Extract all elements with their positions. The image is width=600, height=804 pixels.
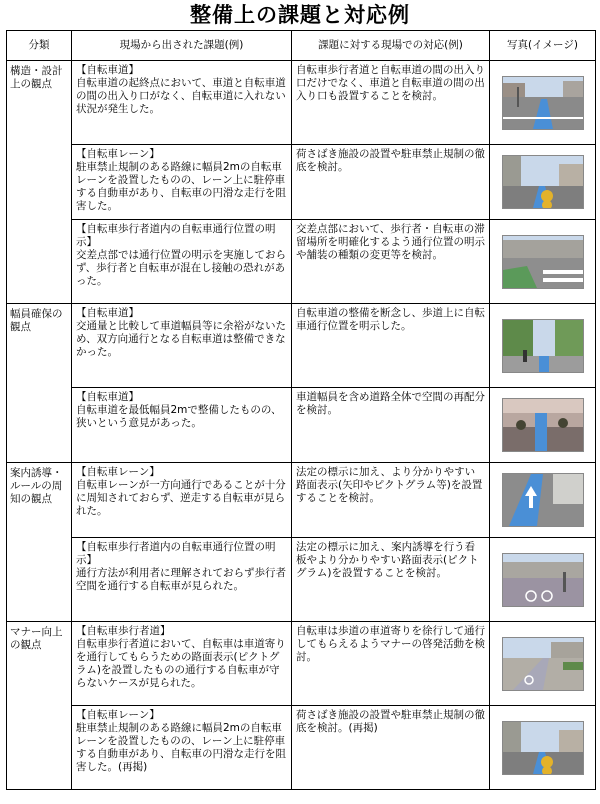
photo-cell: [490, 388, 596, 463]
issue-cell: [72, 220, 292, 304]
issue-cell: [72, 463, 292, 538]
response-cell: 自転車道の整備を断念し、歩道上に自転車通行位置を明示した。: [292, 304, 490, 388]
table-row: [7, 220, 596, 304]
response-cell: 荷さばき施設の設置や駐車禁止規制の徹底を検討。(再掲): [292, 706, 490, 790]
issue-heading: 【自転車道】: [76, 391, 139, 403]
issue-text: 自転車道の起終点において、車道と自転車道の間の出入り口がなく、自転車道に入れない状況が発生した。: [76, 77, 286, 115]
issue-text: 自転車歩行者道において、自転車は車道寄りを通行してもらうための路面表示(ピクトグラム)を設置したものの通行する自転車が守らないケースが見られた。: [76, 638, 286, 689]
issue-heading: 【自転車道】: [76, 307, 139, 319]
photo-cell: [490, 538, 596, 622]
header-category: 分類: [7, 31, 72, 61]
issue-heading: 【自転車道】: [76, 64, 139, 76]
response-cell: 法定の標示に加え、より分かりやすい路面表示(矢印やピクトグラム等)を設置することを検討。: [292, 463, 490, 538]
photo-cell: [490, 220, 596, 304]
table-header-row: [7, 31, 596, 61]
table-row: [7, 622, 596, 706]
response-cell: 自転車は歩道の車道寄りを徐行して通行してもらえるようマナーの啓発活動を検討。: [292, 622, 490, 706]
table-row: [7, 388, 596, 463]
issue-cell: [72, 538, 292, 622]
response-cell: 自転車歩行者道と自転車道の間の出入り口だけでなく、車道と自転車道の間の出入り口も設置することを検討。: [292, 61, 490, 145]
response-cell: 交差点部において、歩行者・自転車の滞留場所を明確化するよう通行位置の明示や舗装の種類の変更等を検討。: [292, 220, 490, 304]
issue-cell: [72, 622, 292, 706]
issue-text: 通行方法が利用者に理解されておらず歩行者空間を通行する自転車が見られた。: [76, 567, 286, 592]
issue-cell: [72, 61, 292, 145]
issue-cell: [72, 145, 292, 220]
lane-arrow-marking-photo: [502, 473, 584, 527]
issue-heading: 【自転車レーン】: [76, 709, 160, 721]
table-row: [7, 145, 596, 220]
sidewalk-pictogram-photo: [502, 637, 584, 691]
issue-text: 自転車道を最低幅員2mで整備したものの、狭いという意見があった。: [76, 404, 282, 429]
table-row: [7, 304, 596, 388]
issue-text: 駐車禁止規制のある路線に幅員2mの自転車レーンを設置したものの、レーン上に駐停車する自動車があり、自転車の円滑な走行を阻害した。: [76, 161, 286, 212]
issue-heading: 【自転車レーン】: [76, 466, 160, 478]
bicycle-lane-parking-photo: [502, 155, 584, 209]
header-photo: 写真(イメージ): [490, 31, 596, 61]
pictogram-marking-photo: [502, 553, 584, 607]
header-issue: 現場から出された課題(例): [72, 31, 292, 61]
photo-cell: [490, 61, 596, 145]
response-cell: 荷さばき施設の設置や駐車禁止規制の徹底を検討。: [292, 145, 490, 220]
table-body: [7, 61, 596, 790]
issue-heading: 【自転車歩行者道】: [76, 625, 171, 637]
photo-cell: [490, 706, 596, 790]
photo-cell: [490, 304, 596, 388]
issue-cell: [72, 388, 292, 463]
sidewalk-bike-position-photo: [502, 319, 584, 373]
issue-text: 自転車レーンが一方向通行であることが十分に周知されておらず、逆走する自転車が見られた。: [76, 479, 286, 517]
category-cell: 構造・設計上の観点: [7, 61, 72, 304]
table-row: [7, 61, 596, 145]
issue-text: 駐車禁止規制のある路線に幅員2mの自転車レーンを設置したものの、レーン上に駐停車する自動車があり、自転車の円滑な走行を阻害した。(再掲): [76, 722, 286, 773]
page-title: 整備上の課題と対応例: [190, 3, 410, 27]
photo-cell: [490, 463, 596, 538]
photo-cell: [490, 622, 596, 706]
issue-heading: 【自転車歩行者道内の自転車通行位置の明示】: [76, 541, 276, 566]
issue-heading: 【自転車レーン】: [76, 148, 160, 160]
issues-table: [6, 30, 596, 790]
response-cell: 車道幅員を含め道路全体で空間の再配分を検討。: [292, 388, 490, 463]
issue-heading: 【自転車歩行者道内の自転車通行位置の明示】: [76, 223, 276, 248]
bicycle-track-entrance-photo: [502, 76, 584, 130]
bicycle-lane-parking-photo: [502, 721, 584, 775]
issue-cell: [72, 706, 292, 790]
photo-cell: [490, 145, 596, 220]
table-row: [7, 538, 596, 622]
table-row: [7, 706, 596, 790]
category-cell: 幅員確保の観点: [7, 304, 72, 463]
issue-cell: [72, 304, 292, 388]
table-row: [7, 463, 596, 538]
issue-text: 交差点部では通行位置の明示を実施しておらず、歩行者と自転車が混在し接触の恐れがあった。: [76, 249, 286, 287]
narrow-bicycle-track-photo: [502, 398, 584, 452]
category-cell: マナー向上の観点: [7, 622, 72, 790]
header-response: 課題に対する現場での対応(例): [292, 31, 490, 61]
response-cell: 法定の標示に加え、案内誘導を行う看板やより分かりやすい路面表示(ピクトグラム)を設置することを検討。: [292, 538, 490, 622]
issue-text: 交通量と比較して車道幅員等に余裕がないため、双方向通行となる自転車道は整備できなかった。: [76, 320, 286, 358]
category-cell: 案内誘導・ルールの周知の観点: [7, 463, 72, 622]
intersection-marking-photo: [502, 235, 584, 289]
